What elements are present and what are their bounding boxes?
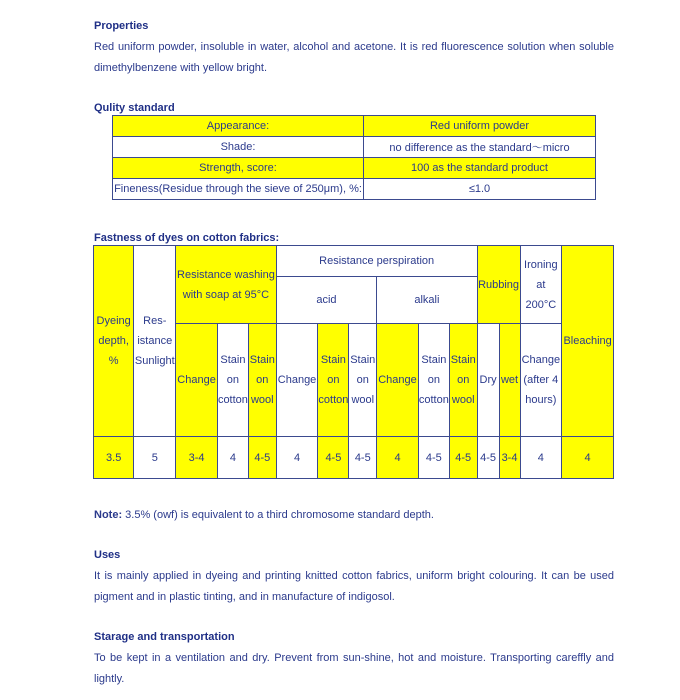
value-cell: 5 xyxy=(134,437,176,479)
value-cell: 4 xyxy=(377,437,419,479)
value-cell: 4-5 xyxy=(349,437,377,479)
header-change: Change xyxy=(176,324,218,437)
value-cell: 4 xyxy=(520,437,562,479)
value-cell: 4 xyxy=(276,437,318,479)
header-stain-cotton: Stain on cotton xyxy=(318,324,349,437)
quality-row xyxy=(113,137,596,158)
fastness-table xyxy=(93,245,614,479)
fastness-heading: Fastness of dyes on cotton fabrics: xyxy=(94,232,280,244)
quality-row xyxy=(113,158,596,179)
header-ironing: Ironing at 200°C xyxy=(520,246,562,324)
storage-text: To be kept in a ventilation and dry. Prevent from sun-shine, hot and moisture. Transporting careffly and lightly. xyxy=(94,652,614,685)
header-sunlight: Res- istance Sunlight xyxy=(134,246,176,437)
header-stain-cotton: Stain on cotton xyxy=(418,324,449,437)
quality-value: ≤1.0 xyxy=(364,179,596,200)
quality-value: no difference as the standard～micro xyxy=(364,137,596,158)
header-washing: Resistance washing with soap at 95°C xyxy=(176,246,276,324)
header-perspiration: Resistance perspiration xyxy=(276,246,477,277)
header-bleaching: Bleaching xyxy=(562,246,614,437)
quality-label: Fineness(Residue through the sieve of 250μm), %: xyxy=(113,179,364,200)
header-stain-cotton: Stain on cotton xyxy=(217,324,248,437)
header-dyeing-depth: Dyeing depth, % xyxy=(94,246,134,437)
quality-row xyxy=(113,179,596,200)
quality-heading: Qulity standard xyxy=(94,102,175,114)
value-cell: 4-5 xyxy=(477,437,499,479)
value-cell: 4-5 xyxy=(449,437,477,479)
header-change: Change xyxy=(377,324,419,437)
value-cell: 3-4 xyxy=(176,437,218,479)
note-label: Note: xyxy=(94,509,123,521)
values-row xyxy=(94,437,614,479)
quality-value: 100 as the standard product xyxy=(364,158,596,179)
quality-table xyxy=(112,115,596,200)
uses-heading: Uses xyxy=(94,549,121,561)
quality-label: Shade: xyxy=(113,137,364,158)
quality-label: Strength, score: xyxy=(113,158,364,179)
value-cell: 4-5 xyxy=(318,437,349,479)
value-cell: 4 xyxy=(217,437,248,479)
quality-label: Appearance: xyxy=(113,116,364,137)
note xyxy=(94,505,614,526)
properties-heading: Properties xyxy=(94,20,149,32)
value-cell: 3-4 xyxy=(499,437,520,479)
header-dry: Dry xyxy=(477,324,499,437)
quality-row xyxy=(113,116,596,137)
uses-text: It is mainly applied in dyeing and printing knitted cotton fabrics, uniform bright colouring. It can be used pigment and in plastic tinting, and in manufacture of indigosol. xyxy=(94,570,614,603)
header-alkali: alkali xyxy=(377,277,477,324)
note-text: 3.5% (owf) is equivalent to a third chromosome standard depth. xyxy=(122,509,434,521)
header-wet: wet xyxy=(499,324,520,437)
header-stain-wool: Stain on wool xyxy=(349,324,377,437)
value-cell: 3.5 xyxy=(94,437,134,479)
header-acid: acid xyxy=(276,277,376,324)
properties-text: Red uniform powder, insoluble in water, alcohol and acetone. It is red fluorescence solution when soluble dimethylbenzene with yellow bright. xyxy=(94,41,614,74)
header-stain-wool: Stain on wool xyxy=(449,324,477,437)
header-iron-change: Change (after 4 hours) xyxy=(520,324,562,437)
header-stain-wool: Stain on wool xyxy=(248,324,276,437)
header-rubbing: Rubbing xyxy=(477,246,520,324)
value-cell: 4 xyxy=(562,437,614,479)
quality-value: Red uniform powder xyxy=(364,116,596,137)
header-change: Change xyxy=(276,324,318,437)
value-cell: 4-5 xyxy=(418,437,449,479)
storage-heading: Starage and transportation xyxy=(94,631,235,643)
value-cell: 4-5 xyxy=(248,437,276,479)
